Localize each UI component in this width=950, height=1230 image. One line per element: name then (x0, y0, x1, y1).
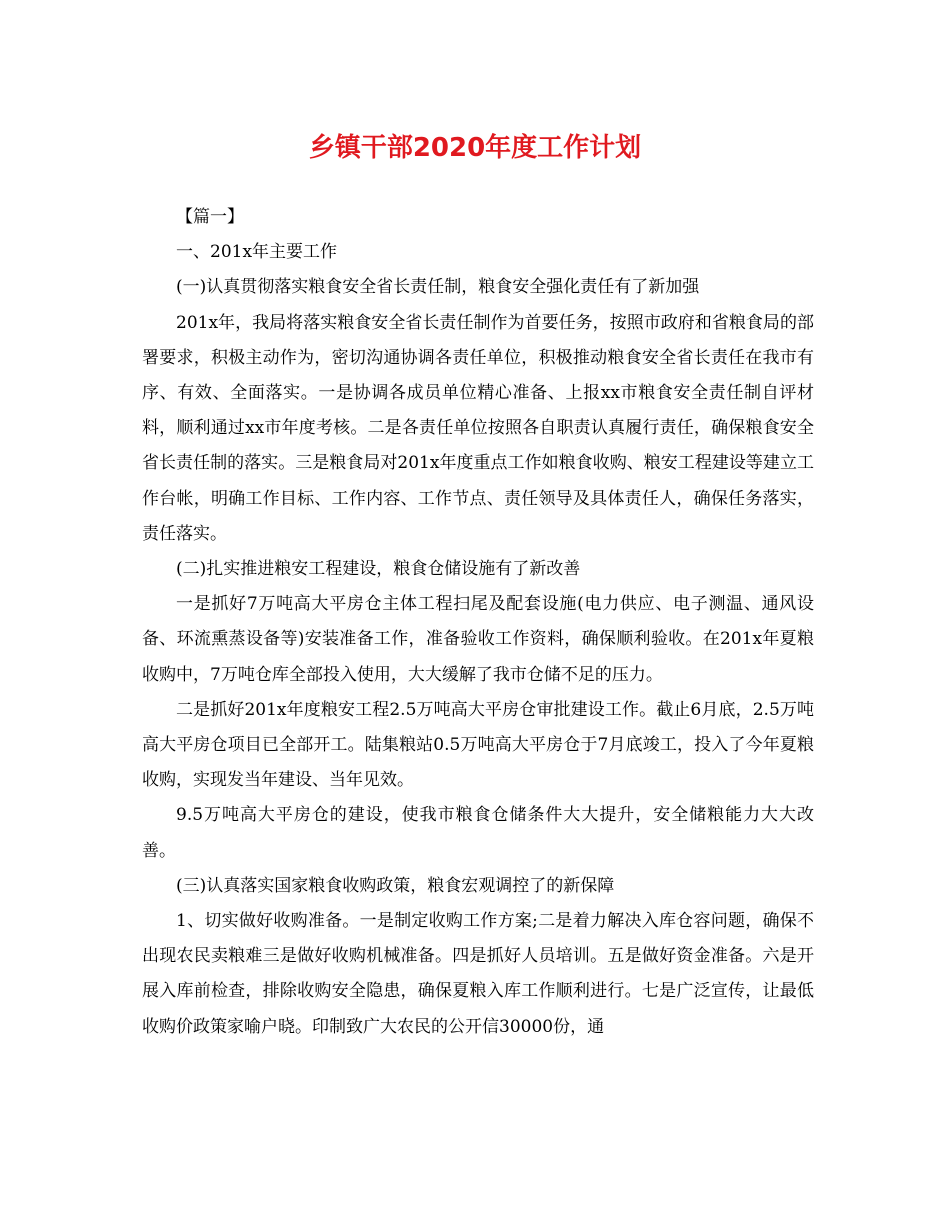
subheading-2: (二)扎实推进粮安工程建设，粮食仓储设施有了新改善 (176, 559, 581, 580)
heading-level-1: 一、201x年主要工作 (176, 242, 338, 263)
document-body (142, 200, 814, 1045)
document-title: 乡镇干部2020年度工作计划 (308, 133, 642, 163)
body-paragraph: 1、切实做好收购准备。一是制定收购工作方案;二是着力解决入库仓容问题，确保不出现农民卖粮难三是做好收购机械准备。四是抓好人员培训。五是做好资金准备。六是开展入库前检查，排除收购安全隐患，确保夏粮入库工作顺利进行。七是广泛宣传，让最低收购价政策家喻户晓。印制致广大农民的公开信30000份，通 (142, 911, 814, 1037)
body-paragraph: 9.5万吨高大平房仓的建设，使我市粮食仓储条件大大提升，安全储粮能力大大改善。 (142, 805, 814, 861)
subheading-3: (三)认真落实国家粮食收购政策，粮食宏观调控了的新保障 (176, 875, 615, 896)
body-paragraph: 201x年，我局将落实粮食安全省长责任制作为首要任务，按照市政府和省粮食局的部署要求，积极主动作为，密切沟通协调各责任单位，积极推动粮食安全省长责任在我市有序、有效、全面落实。一是协调各成员单位精心准备、上报xx市粮食安全责任制自评材料，顺利通过xx市年度考核。二是各责任单位按照各自职责认真履行责任，确保粮食安全省长责任制的落实。三是粮食局对201x年度重点工作如粮食收购、粮安工程建设等建立工作台帐，明确工作目标、工作内容、工作节点、责任领导及具体责任人，确保任务落实，责任落实。 (142, 312, 814, 544)
body-paragraph: 二是抓好201x年度粮安工程2.5万吨高大平房仓审批建设工作。截止6月底，2.5万吨高大平房仓项目已全部开工。陆集粮站0.5万吨高大平房仓于7月底竣工，投入了今年夏粮收购，实现发当年建设、当年见效。 (142, 699, 814, 791)
body-paragraph: 一是抓好7万吨高大平房仓主体工程扫尾及配套设施(电力供应、电子测温、通风设备、环流熏蒸设备等)安装准备工作，准备验收工作资料，确保顺利验收。在201x年夏粮收购中，7万吨仓库全部投入使用，大大缓解了我市仓储不足的压力。 (142, 594, 814, 685)
section-marker: 【篇一】 (176, 207, 244, 227)
subheading-1: (一)认真贯彻落实粮食安全省长责任制，粮食安全强化责任有了新加强 (176, 277, 700, 298)
